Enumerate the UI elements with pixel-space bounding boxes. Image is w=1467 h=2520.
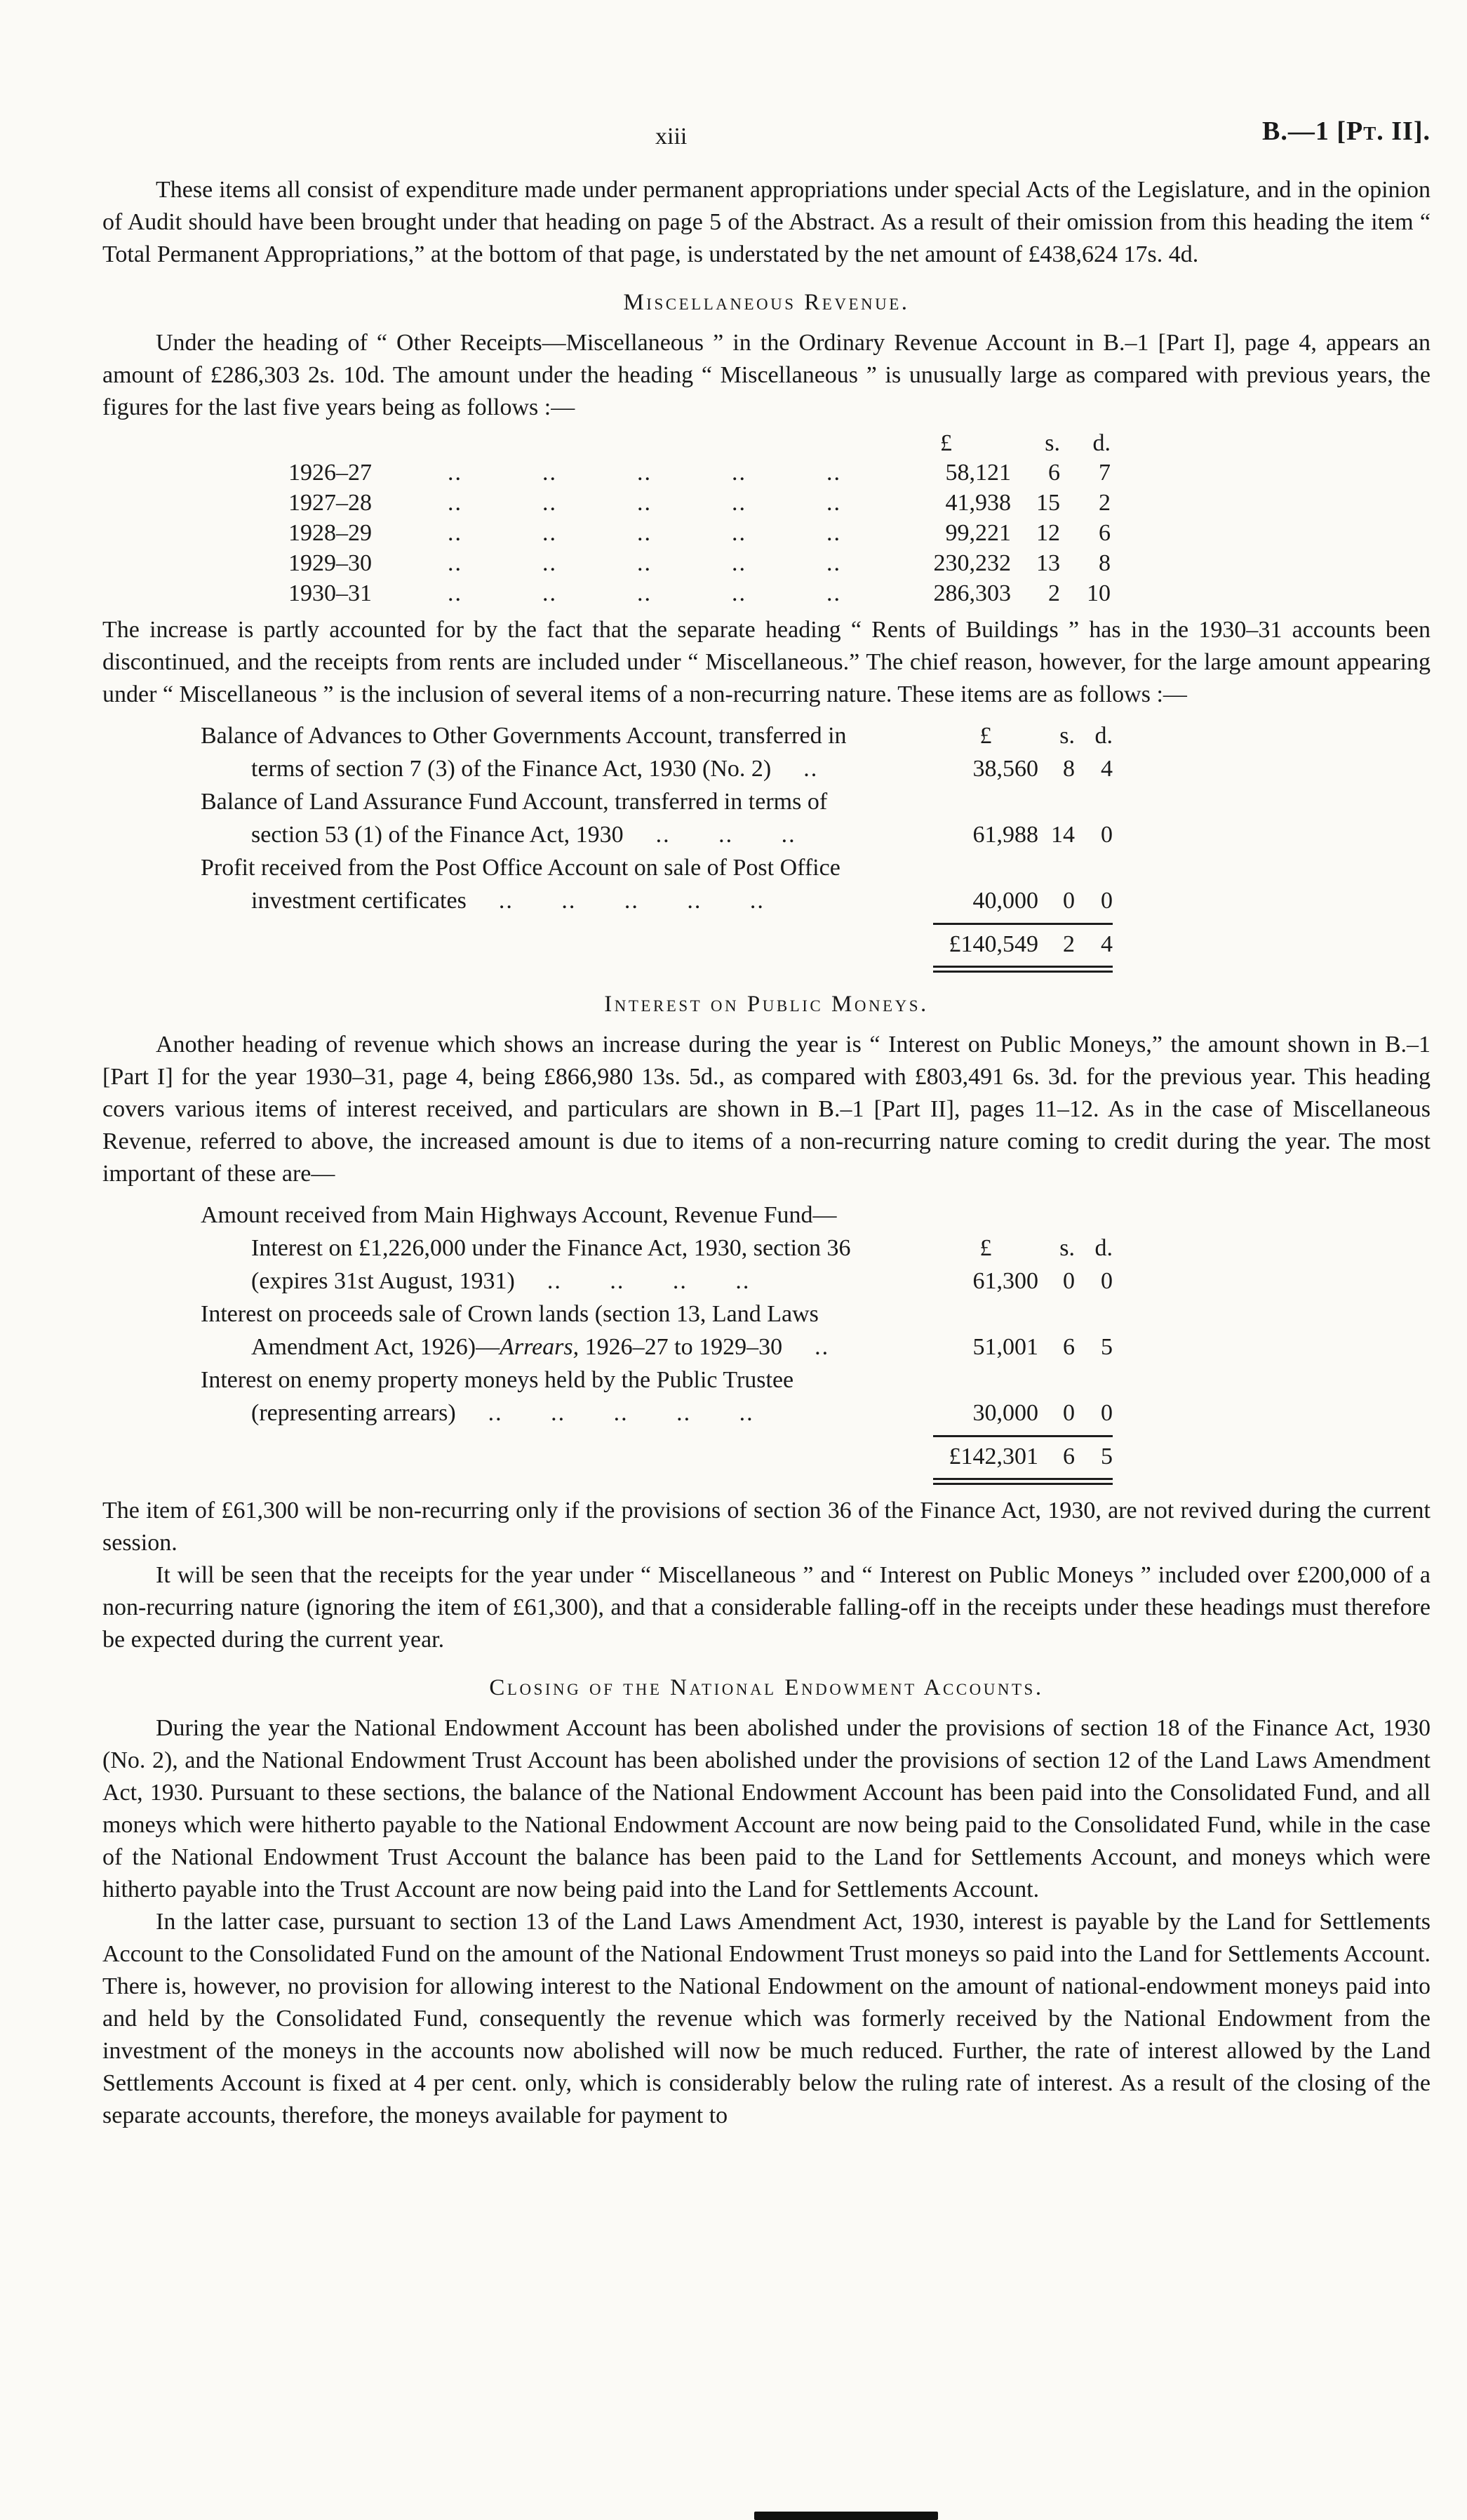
section-heading-interest-on-public-moneys: Interest on Public Moneys.: [604, 992, 929, 1017]
dot-leader: ..: [815, 1334, 830, 1360]
pence-value: [1075, 785, 1113, 818]
item-text: Amount received from Main Highways Account, Revenue Fund—: [201, 1202, 837, 1228]
table-row: [288, 518, 1431, 548]
pounds-value: [933, 785, 1038, 818]
dot-leader: ..: [826, 460, 841, 486]
item-description: [201, 1331, 933, 1364]
table-row: [201, 1232, 1113, 1265]
dot-leader: ..: [542, 520, 557, 546]
dot-leader: .. .. .. .. ..: [498, 888, 765, 914]
table-row: [201, 1265, 1113, 1298]
table-row: [201, 884, 1113, 917]
shillings-value: 13: [1036, 550, 1060, 576]
pounds-column-header: £: [940, 430, 952, 456]
shillings-column-header: s.: [1059, 723, 1075, 749]
table-row: [201, 1298, 1113, 1331]
pence-value: 4: [1101, 756, 1113, 782]
dot-leader: ..: [637, 520, 652, 546]
table-row: [288, 488, 1431, 518]
year-label: 1928–29: [288, 520, 372, 546]
dot-leader: .. .. ..: [655, 822, 796, 848]
shillings-value: [1038, 1199, 1075, 1232]
pounds-value: 99,221: [945, 520, 1011, 546]
interest-note-2: It will be seen that the receipts for the year under “ Miscellaneous ” and “ Interest on Public Moneys ” included over £200,000 of a non-recurring nature (ignoring the item of £61,300), and that a considerable falling-off in the receipts under these headings must therefore be expected during the current year.: [102, 1562, 1431, 1653]
pounds-value: 51,001: [972, 1334, 1038, 1360]
item-description: [201, 1199, 933, 1232]
pence-value: 0: [1101, 1268, 1113, 1294]
table-row: [201, 1199, 1113, 1232]
section-heading-closing-national-endowment: Closing of the National Endowment Accounts.: [489, 1675, 1044, 1700]
table-row: [288, 548, 1431, 578]
total-pence: 5: [1101, 1444, 1113, 1469]
total-amount-box: [933, 923, 1113, 973]
dot-leader: ..: [826, 580, 841, 606]
shillings-value: [1038, 1298, 1075, 1331]
dot-leader: ..: [542, 490, 557, 516]
item-text: investment certificates: [251, 888, 467, 914]
pence-value: 7: [1099, 460, 1111, 486]
total-amount-box: [933, 1435, 1113, 1485]
dot-leader: ..: [732, 580, 746, 606]
pounds-value: 40,000: [972, 888, 1038, 914]
pounds-column-header: £: [979, 1235, 992, 1261]
shillings-value: 0: [1063, 888, 1075, 914]
dot-leader: ..: [448, 460, 462, 486]
item-text: Balance of Advances to Other Governments Account, transferred in: [201, 723, 847, 749]
pence-column-header: d.: [1094, 1235, 1113, 1261]
shillings-value: 2: [1048, 580, 1060, 606]
total-pounds: £140,549: [949, 931, 1038, 957]
item-text: Balance of Land Assurance Fund Account, transferred in terms of: [201, 789, 828, 815]
pounds-value: 58,121: [945, 460, 1011, 486]
item-description: [201, 785, 933, 818]
shillings-value: [1038, 1364, 1075, 1396]
closing-paragraph-2: In the latter case, pursuant to section 13 of the Land Laws Amendment Act, 1930, interest is payable by the Land for Settlements Account to the Consolidated Fund on the amount of the National Endowment Trust moneys so paid into the Land for Settlements Account. There is, however, no provision for allowing interest to the National Endowment on the amount of national-endowment moneys paid into and held by the Consolidated Fund, consequently the revenue which was formerly received by the National Endowment from the investment of the moneys in the accounts now abolished will now be much reduced. Further, the rate of interest allowed by the Land Settlements Account is fixed at 4 per cent. only, which is considerably below the ruling rate of interest. As a result of the closing of the separate accounts, therefore, the moneys available for payment to: [102, 1909, 1431, 2128]
dot-leader: ..: [732, 490, 746, 516]
shillings-column-header: s.: [1059, 1235, 1075, 1261]
page-number: xiii: [655, 124, 688, 149]
dot-leader: ..: [637, 460, 652, 486]
shillings-value: 14: [1051, 822, 1075, 848]
dot-leader: .. .. .. .. ..: [488, 1400, 754, 1426]
table-header-row: [288, 429, 1431, 458]
table-row: [201, 719, 1113, 752]
table-row: [288, 458, 1431, 488]
table-row: [201, 785, 1113, 818]
cut-off-text-artifact: [754, 2512, 938, 2520]
pence-column-header: d.: [1094, 723, 1113, 749]
item-text: Interest on enemy property moneys held by the Public Trustee: [201, 1367, 794, 1393]
pounds-value: 286,303: [933, 580, 1011, 606]
year-label: 1927–28: [288, 490, 372, 516]
year-label: 1930–31: [288, 580, 372, 606]
pounds-value: 61,300: [972, 1268, 1038, 1294]
pounds-value: [933, 851, 1038, 884]
dot-leader: ..: [826, 550, 841, 576]
dot-leader: ..: [732, 460, 746, 486]
shillings-value: 15: [1036, 490, 1060, 516]
table-row: [201, 752, 1113, 785]
year-label: 1926–27: [288, 460, 372, 486]
dot-leader: ..: [637, 490, 652, 516]
total-shillings: 2: [1063, 931, 1075, 957]
total-row: [201, 1435, 1113, 1485]
dot-leader: ..: [803, 756, 819, 782]
closing-paragraph-1: During the year the National Endowment Account has been abolished under the provisions of section 18 of the Finance Act, 1930 (No. 2), and the National Endowment Trust Account has been abolished under the provisions of section 12 of the Land Laws Amendment Act, 1930. Pursuant to these sections, the balance of the National Endowment Account has been paid into the Consolidated Fund, and all moneys which were hitherto payable to the National Endowment Account are now being paid to the Consolidated Fund, while in the case of the National Endowment Trust Account the balance has been paid to the Land for Settlements Account, and moneys which were hitherto payable into the Trust Account are now being paid into the Land for Settlements Account.: [102, 1715, 1431, 1902]
item-description: [201, 884, 933, 917]
dot-leader: ..: [448, 490, 462, 516]
shillings-value: 0: [1063, 1400, 1075, 1426]
table-row: [201, 851, 1113, 884]
pence-column-header: d.: [1092, 430, 1111, 456]
dot-leader: ..: [826, 490, 841, 516]
item-description: [201, 851, 933, 884]
pence-value: 5: [1101, 1334, 1113, 1360]
shillings-value: 0: [1063, 1268, 1075, 1294]
total-shillings: 6: [1063, 1444, 1075, 1469]
pounds-value: [933, 1298, 1038, 1331]
pounds-value: [933, 1199, 1038, 1232]
dot-leader: ..: [637, 580, 652, 606]
item-description: [201, 1265, 933, 1298]
shillings-value: 12: [1036, 520, 1060, 546]
pounds-value: 38,560: [972, 756, 1038, 782]
page-header: [102, 116, 1431, 157]
dot-leader: ..: [542, 460, 557, 486]
dot-leader: .. .. .. ..: [547, 1268, 751, 1294]
item-text: Interest on proceeds sale of Crown lands (section 13, Land Laws: [201, 1301, 819, 1327]
pounds-value: 230,232: [933, 550, 1011, 576]
item-description: [201, 719, 933, 752]
shillings-value: 6: [1048, 460, 1060, 486]
dot-leader: ..: [448, 580, 462, 606]
dot-leader: ..: [637, 550, 652, 576]
item-text: Amendment Act, 1926)—: [251, 1334, 500, 1360]
pence-value: [1075, 851, 1113, 884]
dot-leader: ..: [826, 520, 841, 546]
pence-value: [1075, 1298, 1113, 1331]
pounds-value: 41,938: [945, 490, 1011, 516]
dot-leader: ..: [542, 580, 557, 606]
item-text: terms of section 7 (3) of the Finance Act, 1930 (No. 2): [251, 756, 772, 782]
pounds-value: 61,988: [972, 822, 1038, 848]
misc-items-table: [201, 719, 1113, 973]
shillings-value: 6: [1063, 1334, 1075, 1360]
five-year-figures-table: [288, 429, 1431, 608]
misc-revenue-explanation: The increase is partly accounted for by the fact that the separate heading “ Rents of Buildings ” has in the 1930–31 accounts been discontinued, and the receipts from rents are included under “ Miscellaneous.” The chief reason, however, for the large amount appearing under “ Miscellaneous ” is the inclusion of several items of a non-recurring nature. These items are as follows :—: [102, 617, 1431, 707]
pence-value: 6: [1099, 520, 1111, 546]
item-description: [201, 1298, 933, 1331]
pence-value: 2: [1099, 490, 1111, 516]
item-text: Interest on £1,226,000 under the Finance Act, 1930, section 36: [251, 1235, 851, 1261]
pence-value: [1075, 1364, 1113, 1396]
table-row: [201, 1331, 1113, 1364]
dot-leader: ..: [542, 550, 557, 576]
total-pence: 4: [1101, 931, 1113, 957]
pence-value: [1075, 1199, 1113, 1232]
table-row: [201, 1364, 1113, 1396]
pence-value: 8: [1099, 550, 1111, 576]
item-text: (representing arrears): [251, 1400, 456, 1426]
opening-paragraph: These items all consist of expenditure made under permanent appropriations under special Acts of the Legislature, and in the opinion of Audit should have been brought under that heading on page 5 of the Abstract. As a result of their omission from this heading the item “ Total Permanent Appropriations,” at the bottom of that page, is understated by the net amount of £438,624 17s. 4d.: [102, 177, 1431, 267]
total-row: [201, 923, 1113, 973]
interest-intro: Another heading of revenue which shows an increase during the year is “ Interest on Public Moneys,” the amount shown in B.–1 [Part I] for the year 1930–31, page 4, being £866,980 13s. 5d., as compared with £803,491 6s. 3d. for the previous year. This heading covers various items of interest received, and particulars are shown in B.–1 [Part II], pages 11–12. As in the case of Miscellaneous Revenue, referred to above, the increased amount is due to items of a non-recurring nature coming to credit during the year. The most important of these are—: [102, 1032, 1431, 1187]
shillings-value: [1038, 851, 1075, 884]
pence-value: 0: [1101, 822, 1113, 848]
item-text: 1926–27 to 1929–30: [579, 1334, 783, 1360]
dot-leader: ..: [732, 550, 746, 576]
shillings-value: 8: [1063, 756, 1075, 782]
dot-leader: ..: [448, 520, 462, 546]
pence-value: 0: [1101, 888, 1113, 914]
item-text: section 53 (1) of the Finance Act, 1930: [251, 822, 624, 848]
item-description: [201, 1364, 933, 1396]
item-description: [201, 818, 933, 851]
interest-note-1: The item of £61,300 will be non-recurring only if the provisions of section 36 of the Finance Act, 1930, are not revived during the current session.: [102, 1498, 1431, 1556]
item-text-italic: Arrears,: [500, 1334, 580, 1360]
dot-leader: ..: [448, 550, 462, 576]
total-pounds: £142,301: [949, 1444, 1038, 1469]
table-row: [201, 818, 1113, 851]
document-reference: B.—1 [Pt. II].: [1262, 116, 1431, 146]
item-description: [201, 1232, 933, 1265]
shillings-value: [1038, 785, 1075, 818]
pence-value: 0: [1101, 1400, 1113, 1426]
pounds-value: [933, 1364, 1038, 1396]
shillings-column-header: s.: [1045, 430, 1060, 456]
table-row: [201, 1396, 1113, 1429]
misc-revenue-intro: Under the heading of “ Other Receipts—Miscellaneous ” in the Ordinary Revenue Account in B.–1 [Part I], page 4, appears an amount of £286,303 2s. 10d. The amount under the heading “ Miscellaneous ” is unusually large as compared with previous years, the figures for the last five years being as follows :—: [102, 330, 1431, 420]
pounds-value: 30,000: [972, 1400, 1038, 1426]
dot-leader: ..: [732, 520, 746, 546]
item-description: [201, 1396, 933, 1429]
item-description: [201, 752, 933, 785]
year-label: 1929–30: [288, 550, 372, 576]
interest-items-table: [201, 1199, 1113, 1485]
section-heading-miscellaneous-revenue: Miscellaneous Revenue.: [623, 290, 910, 315]
item-text: (expires 31st August, 1931): [251, 1268, 515, 1294]
pence-value: 10: [1087, 580, 1111, 606]
item-text: Profit received from the Post Office Account on sale of Post Office: [201, 855, 840, 881]
table-row: [288, 578, 1431, 608]
pounds-column-header: £: [979, 723, 992, 749]
